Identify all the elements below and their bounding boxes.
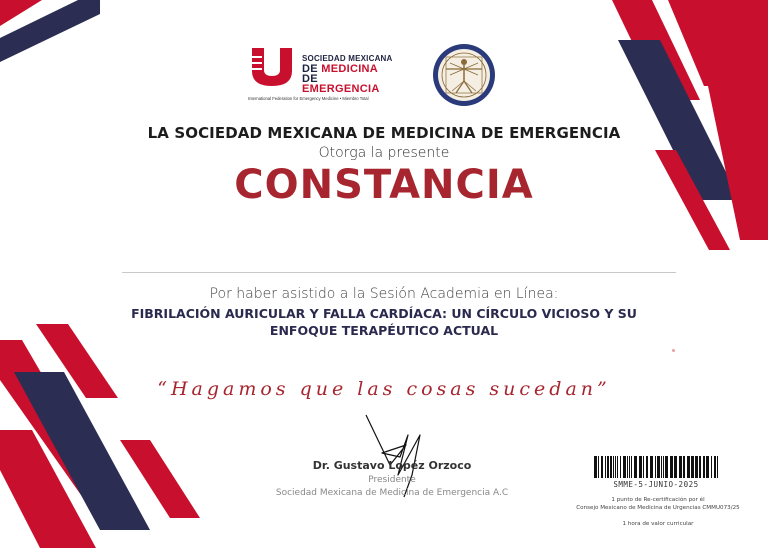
logo-tagline: International Federation for Emergency Medicine • Miembro Total [248, 96, 369, 101]
curricular-hours: 1 hora de valor curricular [622, 521, 694, 527]
signer-name: Dr. Gustavo Lopéz Orzoco [312, 459, 472, 472]
recertification-credit [548, 496, 768, 512]
barcode-icon [594, 456, 718, 478]
logo-line3-prefix: DE [302, 73, 318, 85]
logo-line3-word: EMERGENCIA [302, 83, 380, 95]
logo-line1: SOCIEDAD MEXICANA [302, 54, 393, 63]
signer-role: Presidente [368, 475, 416, 485]
signer-organization: Sociedad Mexicana de Medicina de Emergencia A.C [275, 488, 509, 498]
vitruvian-seal-icon [432, 43, 496, 107]
credit-line1: 1 punto de Re-certificación por él [611, 497, 705, 503]
logo-wordmark [302, 54, 398, 94]
decorative-dot [672, 349, 675, 352]
logo-line2-prefix: DE [302, 63, 318, 75]
logo-line2-word: MEDICINA [321, 63, 379, 75]
organization-title: LA SOCIEDAD MEXICANA DE MEDICINA DE EMERGENCIA [147, 124, 621, 142]
smme-u-logo-icon [248, 46, 296, 88]
grants-text: Otorga la presente [318, 145, 450, 161]
certificate-title: CONSTANCIA [234, 162, 534, 208]
divider [122, 272, 676, 273]
society-logo [248, 46, 398, 106]
attendance-reason: Por haber asistido a la Sesión Academia en Línea: [209, 286, 559, 302]
barcode-code: SMME-5-JUNIO-2025 [613, 480, 699, 489]
credit-line2: Consejo Mexicano de Medicina de Urgencias CMMU073/25 [576, 505, 740, 511]
session-topic: FIBRILACIÓN AURICULAR Y FALLA CARDÍACA: UN CÍRCULO VICIOSO Y SU ENFOQUE TERAPÉUTICO ACTUAL [131, 306, 637, 338]
logo-line3 [302, 74, 398, 94]
motto: “Hagamos que las cosas sucedan” [157, 378, 611, 400]
